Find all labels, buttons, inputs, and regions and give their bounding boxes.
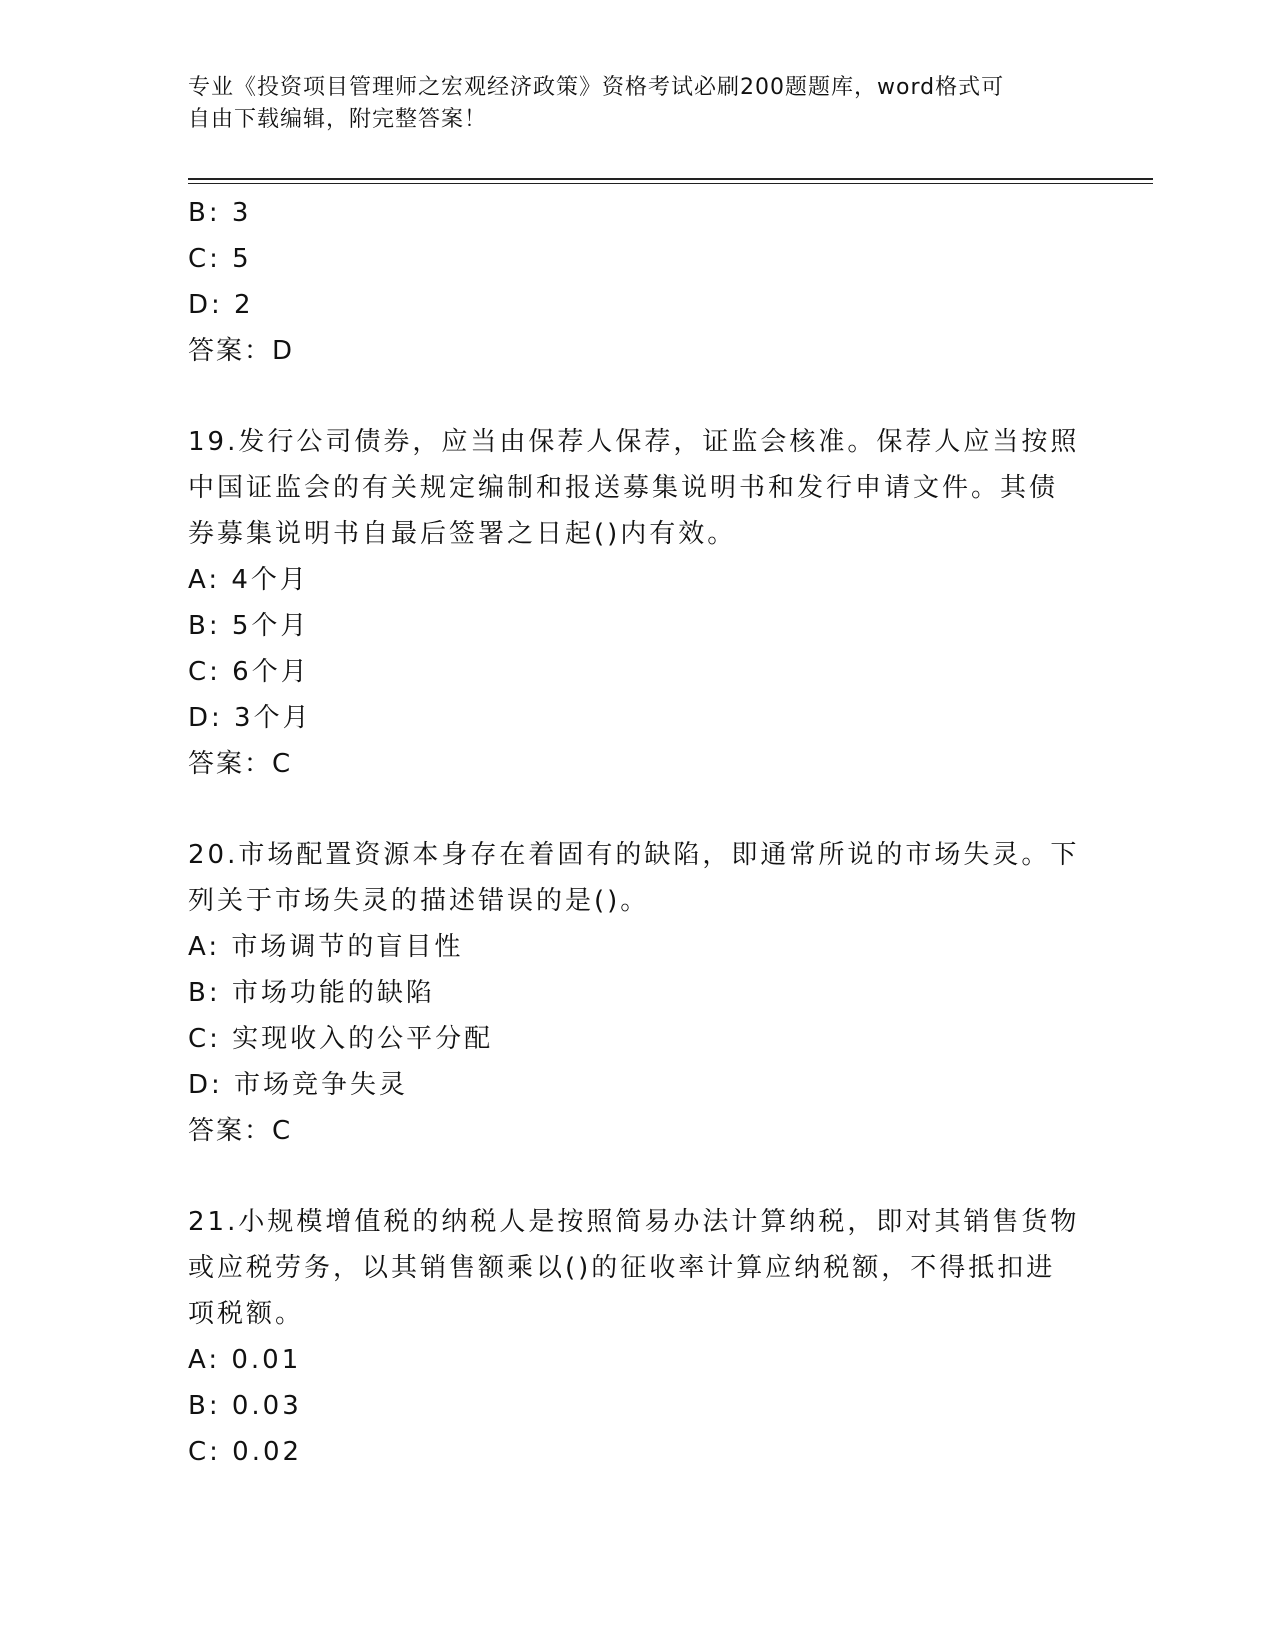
question-20 (188, 832, 1088, 1154)
stem-line: 中国证监会的有关规定编制和报送募集说明书和发行申请文件。其债 (188, 473, 1059, 503)
option-d: D: 3个月 (188, 703, 312, 733)
answer-line: 答案：C (188, 749, 293, 779)
stem-line: 21.小规模增值税的纳税人是按照简易办法计算纳税，即对其销售货物 (188, 1207, 1080, 1237)
spacer (188, 787, 1088, 832)
header-title-line-1: 专业《投资项目管理师之宏观经济政策》资格考试必刷200题题库，word格式可 (188, 75, 1005, 100)
stem-line: 19.发行公司债券，应当由保荐人保荐，证监会核准。保荐人应当按照 (188, 427, 1080, 457)
option-a: A: 市场调节的盲目性 (188, 932, 464, 962)
page-header (188, 72, 1088, 136)
question-stem (188, 1199, 1088, 1337)
option-c: C: 5 (188, 244, 252, 274)
option-a: A: 4个月 (188, 565, 309, 595)
option-c: C: 6个月 (188, 657, 310, 687)
answer-line: 答案：D (188, 336, 295, 366)
option-b: B: 市场功能的缺陷 (188, 978, 435, 1008)
stem-line: 列关于市场失灵的描述错误的是()。 (188, 886, 650, 916)
stem-line: 或应税劳务，以其销售额乘以()的征收率计算应纳税额，不得抵扣进 (188, 1253, 1056, 1283)
option-b: B: 0.03 (188, 1391, 302, 1421)
stem-line: 券募集说明书自最后签署之日起()内有效。 (188, 519, 737, 549)
option-d: D: 2 (188, 290, 254, 320)
question-stem (188, 832, 1088, 924)
header-divider-thin (188, 183, 1153, 184)
stem-line: 项税额。 (188, 1299, 305, 1329)
question-18-tail (188, 190, 1088, 374)
header-title-line-2: 自由下载编辑，附完整答案！ (188, 107, 488, 132)
stem-line: 20.市场配置资源本身存在着固有的缺陷，即通常所说的市场失灵。下 (188, 840, 1080, 870)
option-a: A: 0.01 (188, 1345, 302, 1375)
answer-line: 答案：C (188, 1116, 293, 1146)
spacer (188, 374, 1088, 419)
question-21 (188, 1199, 1088, 1475)
option-d: D: 市场竞争失灵 (188, 1070, 409, 1100)
question-19 (188, 419, 1088, 787)
question-content (188, 190, 1088, 1475)
option-c: C: 0.02 (188, 1437, 303, 1467)
spacer (188, 1154, 1088, 1199)
option-c: C: 实现收入的公平分配 (188, 1024, 494, 1054)
option-b: B: 5个月 (188, 611, 310, 641)
option-b: B: 3 (188, 198, 252, 228)
header-divider (188, 178, 1153, 180)
question-stem (188, 419, 1088, 557)
